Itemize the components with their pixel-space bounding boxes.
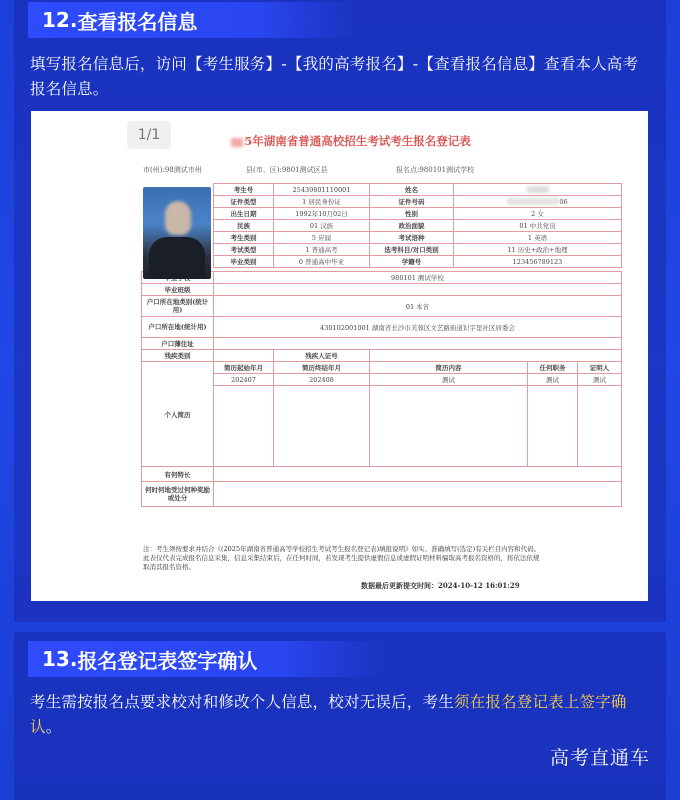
form-note: 注：考生须按要求并结合《(2025年湖南省普通高等学校招生考试考生报名登记表)填报说明》如实、准确填写(选定)有关栏目内容和代码。此表仅代表完成报名信息采集，信息采集结束后，在任何时间，若发现考生提供虚假信息或虚假证明材料骗取高考报名资格的，将依法依规取消其报名资格。 <box>143 545 541 571</box>
label: 残疾人证号 <box>274 350 370 362</box>
applicant-photo-blurred <box>143 187 211 279</box>
resume-cell <box>578 386 622 467</box>
section-description-2 <box>30 690 652 740</box>
label: 政治面貌 <box>370 220 454 232</box>
value: 1 英语 <box>454 232 622 244</box>
label: 何时何地受过何种奖励或处分 <box>142 482 214 507</box>
value: 11 历史+政治+地理 <box>454 244 622 256</box>
year-blur <box>231 138 243 147</box>
last-submit-time: 数据最后更新提交时间：2024-10-12 16:01:29 <box>361 581 520 590</box>
value: 1 普通高考 <box>274 244 370 256</box>
label: 民族 <box>214 220 274 232</box>
photo-head <box>165 201 191 235</box>
label: 选考科目/对口类别 <box>370 244 454 256</box>
value-empty <box>214 482 622 507</box>
text-end: 。 <box>45 718 62 736</box>
value: 5 应届 <box>274 232 370 244</box>
label: 证件号码 <box>370 196 454 208</box>
meta-county: 县(市、区):9801测试区县 <box>246 166 328 174</box>
resume-cell <box>528 386 578 467</box>
label: 学籍号 <box>370 256 454 268</box>
text-highlight: 须在报名登记表上签字确认 <box>30 693 627 736</box>
resume-header: 任何职务 <box>528 362 578 374</box>
resume-header: 简历终结年月 <box>274 362 370 374</box>
section-heading-13 <box>28 641 386 677</box>
section-number: 12. <box>42 8 78 32</box>
resume-cell: 测试 <box>528 374 578 386</box>
value: 430102001001 湖南省长沙市芙蓉区文艺路街道识字里社区居委会 <box>214 317 622 338</box>
value-empty <box>214 467 622 482</box>
value: 1992年10月02日 <box>274 208 370 220</box>
section-number: 13. <box>42 647 78 671</box>
form-title <box>201 133 501 149</box>
resume-cell <box>214 386 274 467</box>
section-title: 报名登记表签字确认 <box>77 648 258 673</box>
label: 考生类别 <box>214 232 274 244</box>
meta-site: 报名点:980101测试学校 <box>396 166 475 174</box>
label: 性别 <box>370 208 454 220</box>
registration-table <box>141 183 622 507</box>
resume-cell: 测试 <box>370 374 528 386</box>
label: 考试语种 <box>370 232 454 244</box>
label-resume: 个人简历 <box>142 362 214 467</box>
brand-watermark: 高考直通车 <box>549 747 650 769</box>
value: 980101 测试学校 <box>214 272 622 284</box>
label: 毕业班级 <box>142 284 214 296</box>
label: 证件类型 <box>214 196 274 208</box>
value: 123456789123 <box>454 256 622 268</box>
label: 考生号 <box>214 184 274 196</box>
label: 姓名 <box>370 184 454 196</box>
section-heading-12 <box>28 2 356 38</box>
registration-form-preview <box>31 111 648 601</box>
value: 0 普通高中毕业 <box>274 256 370 268</box>
resume-cell <box>274 386 370 467</box>
resume-header: 简历起始年月 <box>214 362 274 374</box>
value-blurred <box>454 184 622 196</box>
value: 01 汉族 <box>274 220 370 232</box>
meta-city: 市(州):98测试市州 <box>143 166 202 174</box>
value-empty <box>214 350 274 362</box>
text-plain: 考生需按报名点要求校对和修改个人信息，校对无误后，考生 <box>30 693 454 711</box>
resume-header: 证明人 <box>578 362 622 374</box>
resume-cell <box>370 386 528 467</box>
value-empty <box>214 338 622 350</box>
value: 25439801110001 <box>274 184 370 196</box>
value: 2 女 <box>454 208 622 220</box>
value-empty <box>214 284 622 296</box>
page-indicator[interactable]: 1/1 <box>127 121 171 149</box>
resume-cell: 202407 <box>214 374 274 386</box>
label: 残疾类别 <box>142 350 214 362</box>
label: 出生日期 <box>214 208 274 220</box>
label: 户口所在地类别(统计用) <box>142 296 214 317</box>
label: 户口所在地(统计用) <box>142 317 214 338</box>
resume-cell: 测试 <box>578 374 622 386</box>
value: 01 本省 <box>214 296 622 317</box>
label: 户口薄住址 <box>142 338 214 350</box>
label: 考试类型 <box>214 244 274 256</box>
section-description: 填写报名信息后，访问【考生服务】-【我的高考报名】-【查看报名信息】查看本人高考报名信息。 <box>30 55 639 98</box>
form-title-text: 5年湖南省普通高校招生考试考生报名登记表 <box>244 134 471 148</box>
value: 01 中共党员 <box>454 220 622 232</box>
value-blurred: 06 <box>454 196 622 208</box>
label: 有何特长 <box>142 467 214 482</box>
resume-header: 简历内容 <box>370 362 528 374</box>
label: 毕业类别 <box>214 256 274 268</box>
photo-body <box>149 237 205 279</box>
resume-cell: 202408 <box>274 374 370 386</box>
section-title: 查看报名信息 <box>77 9 198 34</box>
value-empty <box>370 350 622 362</box>
value: 1 居民身份证 <box>274 196 370 208</box>
